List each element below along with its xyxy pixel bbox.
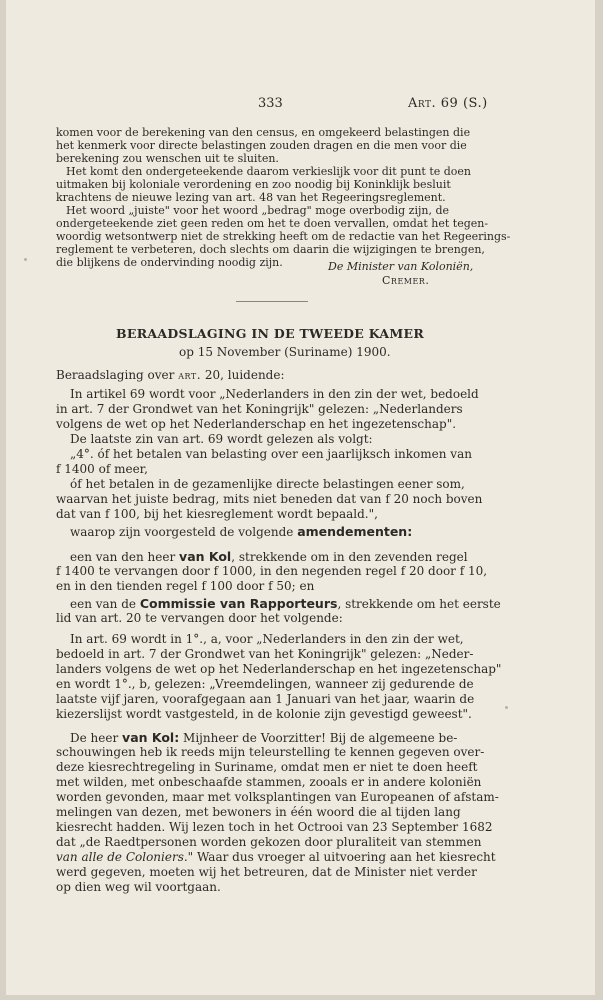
amendment-2-author: Commissie van Rapporteurs [139, 596, 338, 611]
page-number: 333 [258, 96, 283, 111]
text-line: dat „de Raedtpersonen worden gekozen door pluraliteit van stemmen [56, 835, 482, 849]
text-line: deze kiesrechtregeling in Suriname, omdat men er niet te doen heeft [56, 760, 478, 774]
text-line: dat van f 100, bij het kiesreglement wordt bepaald.", [56, 507, 378, 521]
text-line: krachtens de nieuwe lezing van art. 48 van het Regeeringsreglement. [56, 191, 446, 204]
text-line: met wilden, met onbeschaafde stammen, zooals er in andere koloniën [56, 775, 482, 789]
amendment-1-first-line [70, 549, 468, 565]
text-line: „4°. óf het betalen van belasting over een jaarlijksch inkomen van [70, 447, 472, 461]
margin-speck [505, 706, 508, 709]
document-page [6, 0, 595, 995]
speaker-prefix: De heer [70, 731, 119, 745]
section-divider [236, 301, 308, 302]
article-reference: Art. 69 (S.) [408, 96, 488, 111]
text-line: woordig wetsontwerp niet de strekking heeft om de redactie van het Regeerings- [56, 230, 511, 243]
text-line: Het woord „juiste" voor het woord „bedrag" moge overbodig zijn, de [66, 204, 450, 217]
amendments-label: amendementen: [297, 524, 413, 539]
text-line: op dien weg wil voortgaan. [56, 880, 221, 894]
section-subheading: op 15 November (Suriname) 1900. [179, 345, 391, 359]
quote-continuation: " Waar dus vroeger al uitvoering aan het kiesrecht [187, 850, 496, 864]
italic-quote: van alle de Coloniers. [56, 850, 188, 864]
text-line-italic-quote [56, 850, 496, 865]
text-line: melingen van dezen, met bewoners in één woord die al tijden lang [56, 805, 461, 819]
text-line: bedoeld in art. 7 der Grondwet van het Koningrijk" gelezen: „Neder- [56, 647, 474, 661]
amendments-intro-text: waarop zijn voorgesteld de volgende [70, 525, 294, 539]
text-line: komen voor de berekening van den census, en omgekeerd belastingen die [56, 126, 471, 139]
text-line: landers volgens de wet op het Nederlanderschap en het ingezetenschap" [56, 662, 502, 676]
amendment-1-pre: een van den heer [70, 550, 176, 564]
text-line: ondergeteekende ziet geen reden om het te doen vervallen, omdat het tegen- [56, 217, 489, 230]
intro-pre: Beraadslaging over [56, 368, 175, 382]
text-line: In artikel 69 wordt voor „Nederlanders in den zin der wet, bedoeld [70, 387, 479, 401]
text-line: Het komt den ondergeteekende daarom verkieslijk voor dit punt te doen [66, 165, 472, 178]
text-line: in art. 7 der Grondwet van het Koningrijk" gelezen: „Nederlanders [56, 402, 463, 416]
text-line: lid van art. 20 te vervangen door het volgende: [56, 611, 343, 625]
text-line: reglement te verbeteren, doch slechts om daarin die wijzigingen te brengen, [56, 243, 485, 256]
intro-post: 20, luidende: [204, 368, 285, 382]
text-line: f 1400 of meer, [56, 462, 148, 476]
text-line: kiezerslijst wordt vastgesteld, in de kolonie zijn gevestigd geweest". [56, 707, 472, 721]
amendment-1-author: van Kol [179, 549, 232, 564]
speaker-name: van Kol: [122, 730, 180, 745]
text-line: die blijkens de ondervinding noodig zijn. [56, 256, 283, 269]
text-line: óf het betalen in de gezamenlijke directe belastingen eener som, [70, 477, 465, 491]
amendment-2-pre: een van de [70, 597, 137, 611]
text-line: In art. 69 wordt in 1°., a, voor „Nederlanders in den zin der wet, [70, 632, 464, 646]
text-line: berekening zou wenschen uit te sluiten. [56, 152, 279, 165]
text-line: en in den tienden regel f 100 door f 50; en [56, 579, 315, 593]
text-line: waarvan het juiste bedrag, mits niet beneden dat van f 20 noch boven [56, 492, 483, 506]
text-line: kiesrecht hadden. Wij lezen toch in het Octrooi van 23 September 1682 [56, 820, 493, 834]
signature-title: De Minister van Koloniën, [328, 260, 474, 273]
text-line: worden gevonden, maar met volksplantingen van Europeanen of afstam- [56, 790, 499, 804]
text-line: laatste vijf jaren, voorafgegaan aan 1 Januari van het jaar, waarin de [56, 692, 475, 706]
margin-speck [24, 258, 27, 261]
text-line: schouwingen heb ik reeds mijn teleurstelling te kennen gegeven over- [56, 745, 485, 759]
text-line: uitmaken bij koloniale verordening en zoo noodig bij Koninklijk besluit [56, 178, 451, 191]
text-line: het kenmerk voor directe belastingen zouden dragen en die men voor die [56, 139, 467, 152]
amendment-1-post: , strekkende om in den zevenden regel [231, 550, 468, 564]
speech-opening: Mijnheer de Voorzitter! Bij de algemeene be- [183, 731, 458, 745]
text-line: De laatste zin van art. 69 wordt gelezen als volgt: [70, 432, 373, 446]
speech-first-line [70, 730, 457, 746]
intro-art: art. [178, 368, 202, 382]
section-heading: BERAADSLAGING IN DE TWEEDE KAMER [116, 326, 425, 341]
intro-line [56, 368, 285, 383]
amendments-intro [70, 524, 412, 540]
text-line: werd gegeven, moeten wij het betreuren, dat de Minister niet verder [56, 865, 477, 879]
amendment-2-first-line [70, 596, 501, 612]
text-line: en wordt 1°., b, gelezen: „Vreemdelingen, wanneer zij gedurende de [56, 677, 474, 691]
amendment-2-post: , strekkende om het eerste [337, 597, 501, 611]
text-line: volgens de wet op het Nederlanderschap en het ingezetenschap". [56, 417, 457, 431]
text-line: f 1400 te vervangen door f 1000, in den negenden regel f 20 door f 10, [56, 564, 488, 578]
signature-name: Cremer. [382, 274, 430, 287]
